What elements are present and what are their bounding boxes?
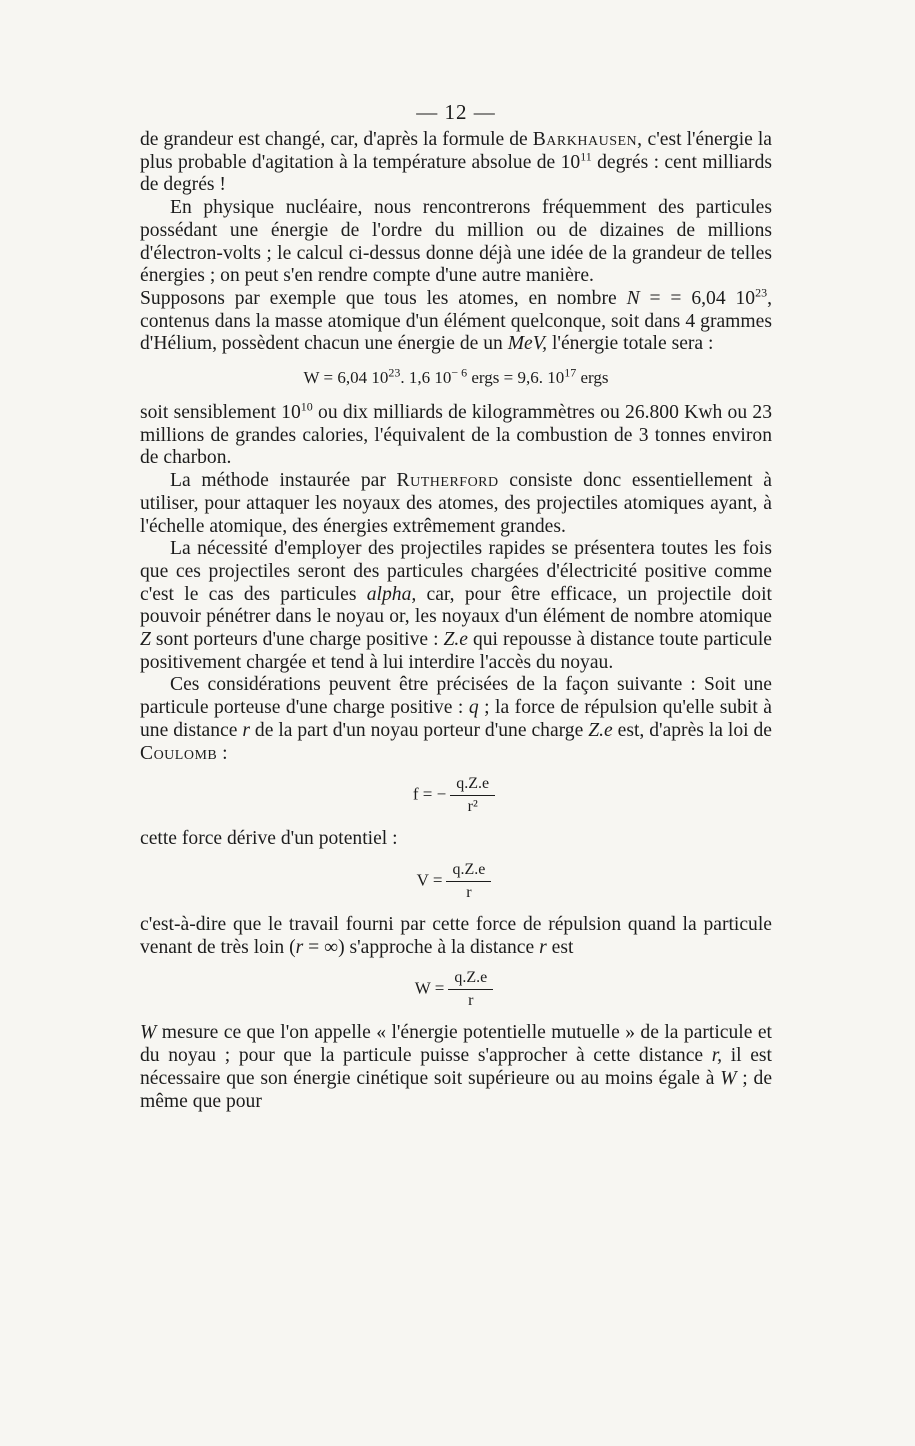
page-number: — 12 —: [416, 100, 496, 124]
paragraph-7: Ces considérations peuvent être précisées de la façon suivante : Soit une particule porteuse d'une charge positive : q ; la force de répulsion qu'elle subit à une distance r de la part d'un noyau porteur d'une charge Z.e est, d'après la loi de Coulomb :: [140, 674, 772, 764]
paragraph-9: c'est-à-dire que le travail fourni par cette force de répulsion quand la particule venant de très loin (r = ∞) s'approche à la distance r est: [140, 913, 772, 958]
formula-total-energy: W = 6,04 $10^{23}$. 1,6 $10^{- 6}$ ergs = 9,6. $10^{17}$ ergs: [303, 365, 609, 388]
author-name: Barkhausen,: [532, 129, 643, 150]
paragraph-4: soit sensiblement $10^{10}$ ou dix milliards de kilogrammètres ou 26.800 Kwh ou 23 millions de grandes calories, l'équivalent de la combustion de 3 tonnes environ de charbon.: [140, 399, 772, 469]
paragraph-2: En physique nucléaire, nous rencontrerons fréquemment des particules possédant une énergie de l'ordre du million ou de dizaines de millions d'électron-volts ; le calcul ci-dessus donne déjà une idée de la grandeur de telles énergies ; on peut s'en rendre compte d'une autre manière.: [140, 197, 772, 287]
paragraph-5: La méthode instaurée par Rutherford consiste donc essentiellement à utiliser, pour attaquer les noyaux des atomes, des projectiles atomiques ayant, à l'échelle atomique, des énergies extrêmement grandes.: [140, 470, 772, 537]
paragraph-1: de grandeur est changé, car, d'après la formule de Barkhausen, c'est l'énergie la plus probable d'agitation à la température absolue de $10^{11}$ degrés : cent milliards de degrés !: [140, 129, 772, 196]
formula-force: f = − $\frac{q.Z.e}{\text{r²}}$: [140, 775, 772, 816]
page: [140, 100, 772, 1113]
paragraph-6: La nécessité d'employer des projectiles rapides se présentera toutes les fois que ces projectiles seront des particules chargées d'électricité positive comme c'est le cas des particules alpha, car, pour être efficace, un projectile doit pouvoir pénétrer dans le noyau or, les noyaux d'un élément de nombre atomique Z sont porteurs d'une charge positive : Z.e qui repousse à distance toute particule positivement chargée et tend à lui interdire l'accès du noyau.: [140, 538, 772, 673]
formula-potential: V = $\frac{q.Z.e}{r}$: [140, 861, 772, 902]
author-name: Rutherford: [396, 470, 499, 492]
paragraph-3: Supposons par exemple que tous les atomes, en nombre N = = 6,04 $10^{23}$, contenus dans la masse atomique d'un élément quelconque, soit dans 4 grammes d'Hélium, possèdent chacun une énergie de un MeV, l'énergie totale sera :: [140, 285, 772, 355]
author-name: Coulomb: [140, 742, 218, 764]
paragraph-10: W mesure ce que l'on appelle « l'énergie potentielle mutuelle » de la particule et du noyau ; pour que la particule puisse s'approcher à cette distance r, il est nécessaire que son énergie cinétique soit supérieure ou au moins égale à W ; de même que pour: [140, 1022, 773, 1112]
formula-work: W = $\frac{q.Z.e}{r}$: [140, 969, 772, 1010]
paragraph-8: cette force dérive d'un potentiel :: [140, 828, 398, 850]
